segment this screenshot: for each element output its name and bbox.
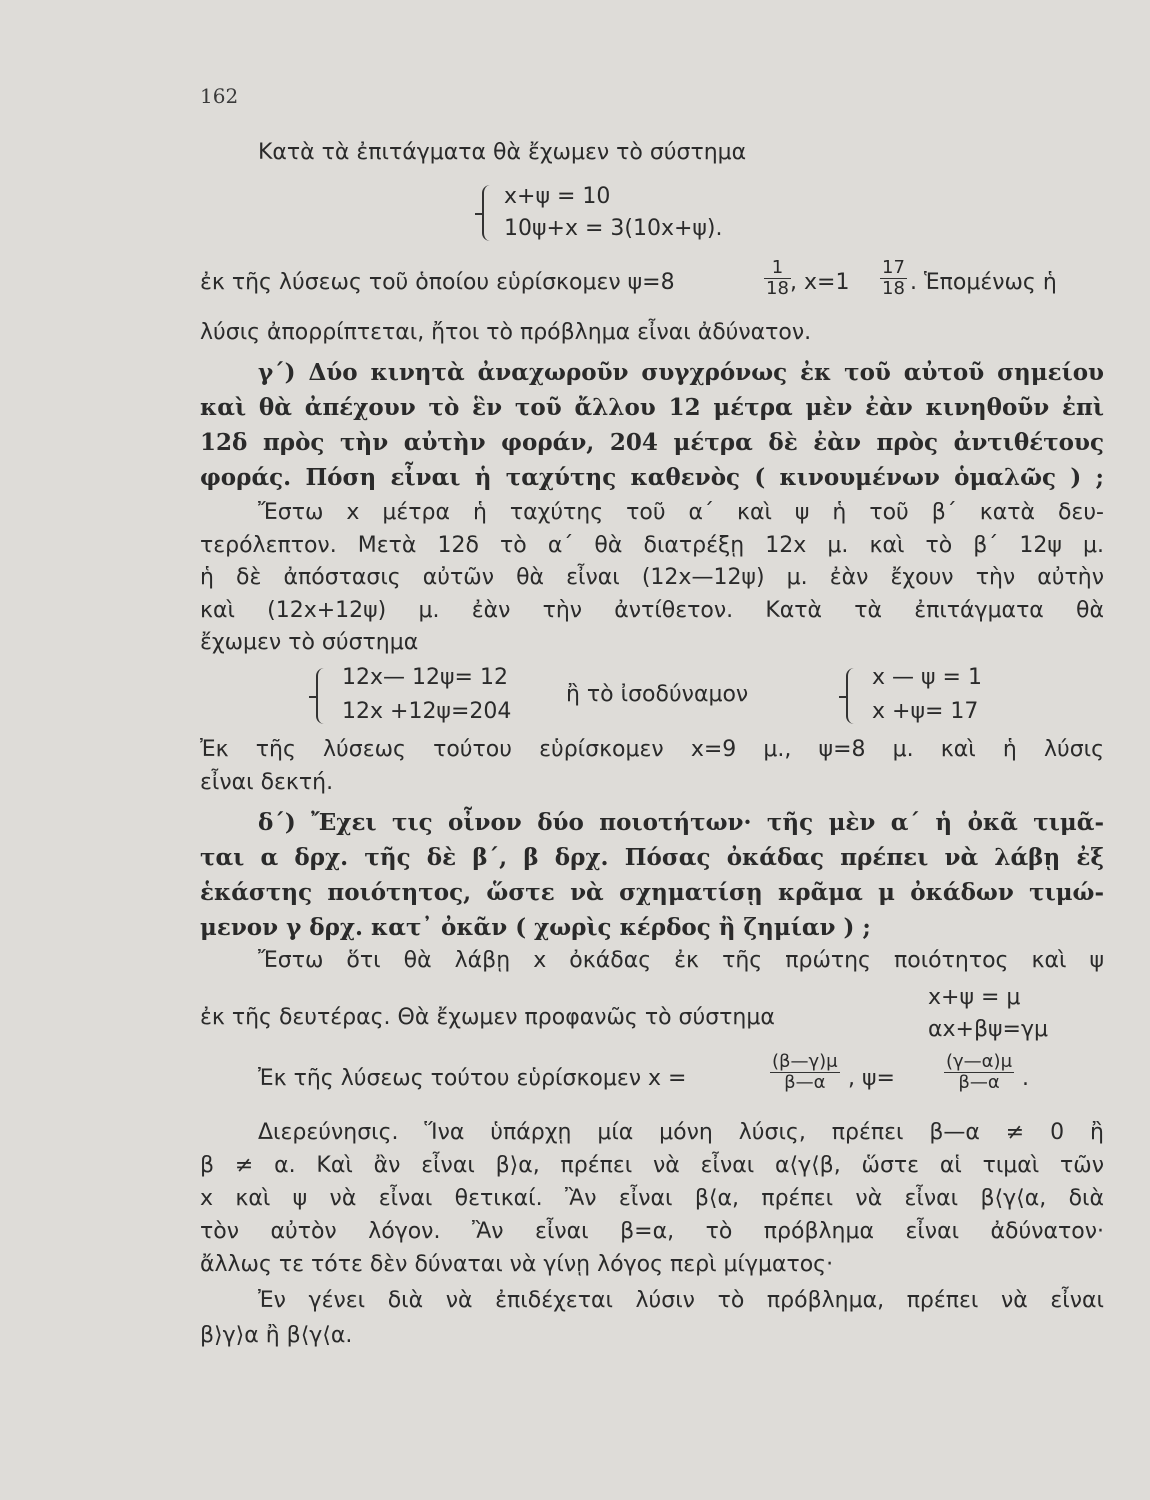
- text-segment: . Ἑπομένως ἡ: [910, 270, 1057, 295]
- brace: [482, 185, 490, 241]
- problem-gamma-line: φοράς. Πόση εἶναι ἡ ταχύτης καθενὸς ( κινουμένων ὁμαλῶς ) ;: [200, 464, 1104, 491]
- text-line: β ≠ α. Καὶ ἂν εἶναι β⟩α, πρέπει νὰ εἶναι α⟨γ⟨β, ὥστε αἱ τιμαὶ τῶν: [200, 1153, 1104, 1178]
- equation: 10ψ+x = 3(10x+ψ).: [504, 216, 723, 241]
- text-line: ἡ δὲ ἀπόστασις αὐτῶν θὰ εἶναι (12x—12ψ) μ. ἐὰν ἔχουν τὴν αὐτὴν: [200, 565, 1104, 590]
- problem-gamma-line: καὶ θὰ ἀπέχουν τὸ ἓν τοῦ ἄλλου 12 μέτρα μὲν ἐὰν κινηθοῦν ἐπὶ: [200, 394, 1104, 421]
- fraction-numerator: 1: [764, 258, 791, 279]
- fraction: [764, 258, 791, 299]
- text-line: Ἐκ τῆς λύσεως τούτου εὑρίσκομεν x=9 μ., ψ=8 μ. καὶ ἡ λύσις: [200, 737, 1104, 762]
- equation-system-3: [846, 664, 1036, 726]
- text-segment: .: [1022, 1066, 1029, 1091]
- fraction: [944, 1052, 1014, 1093]
- text-line: Ἐν γένει διὰ νὰ ἐπιδέχεται λύσιν τὸ πρόβλημα, πρέπει νὰ εἶναι: [258, 1288, 1104, 1313]
- text-line: ἔχωμεν τὸ σύστημα: [200, 630, 419, 655]
- problem-delta-line: μενον γ δρχ. κατ᾽ ὀκᾶν ( χωρὶς κέρδος ἢ ζημίαν ) ;: [200, 914, 871, 941]
- fraction-numerator: (β—γ)μ: [772, 1051, 838, 1072]
- equation-system-1: [482, 183, 812, 243]
- equation: x +ψ= 17: [872, 699, 979, 724]
- fraction-denominator: 18: [766, 278, 789, 299]
- fraction-denominator: 18: [882, 278, 905, 299]
- equation: x+ψ = 10: [504, 184, 611, 209]
- page-number: 162: [200, 84, 239, 108]
- text-line: καὶ (12x+12ψ) μ. ἐὰν τὴν ἀντίθετον. Κατὰ τὰ ἐπιτάγματα θὰ: [200, 598, 1104, 623]
- text-line: τὸν αὐτὸν λόγον. Ἂν εἶναι β=α, τὸ πρόβλημα εἶναι ἀδύνατον·: [200, 1219, 1104, 1244]
- text-segment: ἢ τὸ ἰσοδύναμον: [566, 682, 749, 707]
- equation: 12x— 12ψ= 12: [342, 665, 508, 690]
- text-line: λύσις ἀπορρίπτεται, ἤτοι τὸ πρόβλημα εἶναι ἀδύνατον.: [200, 320, 812, 345]
- fraction-denominator: β—α: [958, 1072, 1000, 1093]
- text-segment: ἐκ τῆς λύσεως τοῦ ὁποίου εὑρίσκομεν ψ=8: [200, 270, 675, 295]
- problem-gamma-line: 12δ πρὸς τὴν αὐτὴν φοράν, 204 μέτρα δὲ ἐὰν πρὸς ἀντιθέτους: [200, 429, 1104, 456]
- fraction-denominator: β—α: [784, 1072, 826, 1093]
- text-line: x καὶ ψ νὰ εἶναι θετικαί. Ἂν εἶναι β⟨α, πρέπει νὰ εἶναι β⟨γ⟨α, διὰ: [200, 1186, 1104, 1211]
- text-line: Κατὰ τὰ ἐπιτάγματα θὰ ἔχωμεν τὸ σύστημα: [258, 140, 747, 165]
- problem-delta-line: ται α δρχ. τῆς δὲ β΄, β δρχ. Πόσας ὀκάδας πρέπει νὰ λάβῃ ἐξ: [200, 844, 1104, 871]
- brace: [846, 668, 854, 724]
- problem-gamma-line: γ΄) Δύο κινητὰ ἀναχωροῦν συγχρόνως ἐκ τοῦ αὐτοῦ σημείου: [258, 359, 1104, 386]
- equation: x — ψ = 1: [872, 665, 982, 690]
- text-line: τερόλεπτον. Μετὰ 12δ τὸ α΄ θὰ διατρέξῃ 12x μ. καὶ τὸ β΄ 12ψ μ.: [200, 533, 1104, 558]
- problem-delta-line: ἑκάστης ποιότητος, ὥστε νὰ σχηματίσῃ κρᾶμα μ ὀκάδων τιμώ-: [200, 879, 1104, 906]
- text-line: β⟩γ⟩α ἢ β⟨γ⟨α.: [200, 1323, 353, 1348]
- equation: 12x +12ψ=204: [342, 699, 512, 724]
- problem-delta-line: δ΄) Ἔχει τις οἶνον δύο ποιοτήτων· τῆς μὲν α΄ ἡ ὀκᾶ τιμᾶ-: [258, 809, 1104, 836]
- equation: αx+βψ=γμ: [928, 1017, 1048, 1042]
- text-segment: , ψ=: [848, 1066, 895, 1091]
- text-line: ἄλλως τε τότε δὲν δύναται νὰ γίνῃ λόγος περὶ μίγματος·: [200, 1252, 834, 1277]
- brace: [316, 668, 324, 724]
- fraction-numerator: 17: [882, 257, 905, 278]
- text-segment: ἐκ τῆς δευτέρας. Θὰ ἔχωμεν προφανῶς τὸ σύστημα: [200, 1005, 775, 1030]
- equation-system-4: [928, 984, 1103, 1044]
- text-line: Ἔστω ὅτι θὰ λάβῃ x ὀκάδας ἐκ τῆς πρώτης ποιότητος καὶ ψ: [258, 948, 1104, 973]
- equation: x+ψ = μ: [928, 985, 1021, 1010]
- text-segment: , x=1: [790, 270, 850, 295]
- fraction-numerator: (γ—α)μ: [946, 1051, 1013, 1072]
- text-segment: Ἐκ τῆς λύσεως τούτου εὑρίσκομεν x =: [258, 1066, 687, 1091]
- fraction: [880, 258, 907, 299]
- text-line: Ἔστω x μέτρα ἡ ταχύτης τοῦ α΄ καὶ ψ ἡ τοῦ β΄ κατὰ δευ-: [258, 500, 1104, 525]
- fraction: [770, 1052, 840, 1093]
- text-line: Διερεύνησις. Ἵνα ὑπάρχῃ μία μόνη λύσις, πρέπει β—α ≠ 0 ἢ: [258, 1120, 1104, 1145]
- text-line: εἶναι δεκτή.: [200, 770, 334, 795]
- equation-system-2: [316, 664, 556, 726]
